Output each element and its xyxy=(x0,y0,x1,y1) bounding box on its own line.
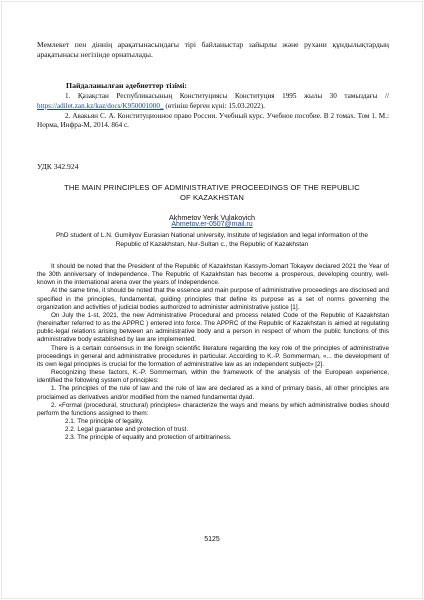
reference-1-text: 1. Қазақстан Республикасының Конституциясы Конституция 1995 жылы 30 тамыздағы // xyxy=(65,92,389,100)
author-email-link[interactable]: Ahmetov.er-0507@mail.ru xyxy=(171,221,253,228)
body-paragraph-2: At the same time, it should be noted that the essence and main purpose of administrative proceedings are disclosed and specified in the principles, fundamental, guiding principles that define its purpose as a set of norms governing the organization and activities of judicial bodies authorized to administer administrative justice [1]. xyxy=(37,287,389,311)
principle-item-2-1: 2.1. The principle of legality. xyxy=(65,417,144,425)
references-heading: Пайдаланылған әдебиеттер тізімі: xyxy=(66,81,187,90)
references-list xyxy=(37,92,389,131)
reference-1-date: (өтініш берген күні: 15.03.2022). xyxy=(163,101,265,110)
body-paragraph-1: It should be noted that the President of the Republic of Kazakhstan Kassym-Jomart Tokayev declared 2021 the Year of the 30th anniversary of Independence. The Republic of Kazakhstan has become a prosperous, developing country, well-known in the international arena over the years of Independence. xyxy=(37,263,389,287)
reference-item-1 xyxy=(37,92,389,112)
page-number: 5125 xyxy=(204,536,220,543)
principle-item-2-2: 2.2. Legal guarantee and protection of trust. xyxy=(65,426,189,434)
body-paragraph-4: There is a certain consensus in the foreign scientific literature regarding the key role of the principles of administrative proceedings in general and administrative procedures in particular. According to K.-P. Sommerman, «... the development of its own legal principles is crucial for the formation of administrative law as an independent subject» [2]. xyxy=(37,344,389,368)
body-paragraph-6: 1. The principles of the rule of law and the rule of law are declared as a kind of primary basis, all other principles are proclaimed as derivatives and/or modified from the named fundamental dyad. xyxy=(37,385,389,401)
author-email-line xyxy=(0,221,424,228)
udc-code: УДК 342.924 xyxy=(37,162,79,171)
body-paragraph-3: On July the 1-st, 2021, the new Administrative Procedural and process related Code of the Republic of Kazakhstan (hereinafter referred to as the APPRC ) entered into force. The APPRC of the Republic of Kazakhstan is aimed at regulating public-legal relations arising between an administrative body and a person in respect of whom the public functions of this administrative body established by law are implemented. xyxy=(37,311,389,344)
body-paragraph-5: Recognizing these factors, K.-P. Sommerman, within the framework of the analysis of the European experience, identified the following system of principles: xyxy=(37,369,389,385)
author-affiliation: PhD student of L.N. Gumilyov Eurasian National university, Institute of legislation and legal information of the Republic of Kazakhstan, Nur-Sultan c., the Republic of Kazakhstan xyxy=(55,232,369,249)
article-title: THE MAIN PRINCIPLES OF ADMINISTRATIVE PROCEEDINGS OF THE REPUBLIC OF KAZAKHSTAN xyxy=(64,183,360,202)
body-paragraph-7: 2. «Formal (procedural, structural) principles» characterize the ways and means by which administrative bodies should perform the functions assigned to them: xyxy=(37,401,389,417)
intro-paragraph: Мемлекет пен діннің арақатынасындағы тірі байланыстар зайырлы және рухани құндылықтардың арақатынасы негізінде орнатылады. xyxy=(37,40,389,60)
article-body xyxy=(37,263,389,442)
author-name: Akhmetov Yerik Vulakovich xyxy=(168,213,256,222)
principle-item-2-3: 2.3. The principle of equality and protection of arbitrariness. xyxy=(65,434,232,442)
reference-item-2: 2. Авакьян С. А. Конституционное право России. Учебный курс. Учебное пособие. В 2 томах. Том 1. М.: Норма, Инфра-М, 2014. 864 с. xyxy=(37,111,389,130)
reference-1-link[interactable]: https://adilet.zan.kz/kaz/docs/K950001000_ xyxy=(37,101,164,110)
